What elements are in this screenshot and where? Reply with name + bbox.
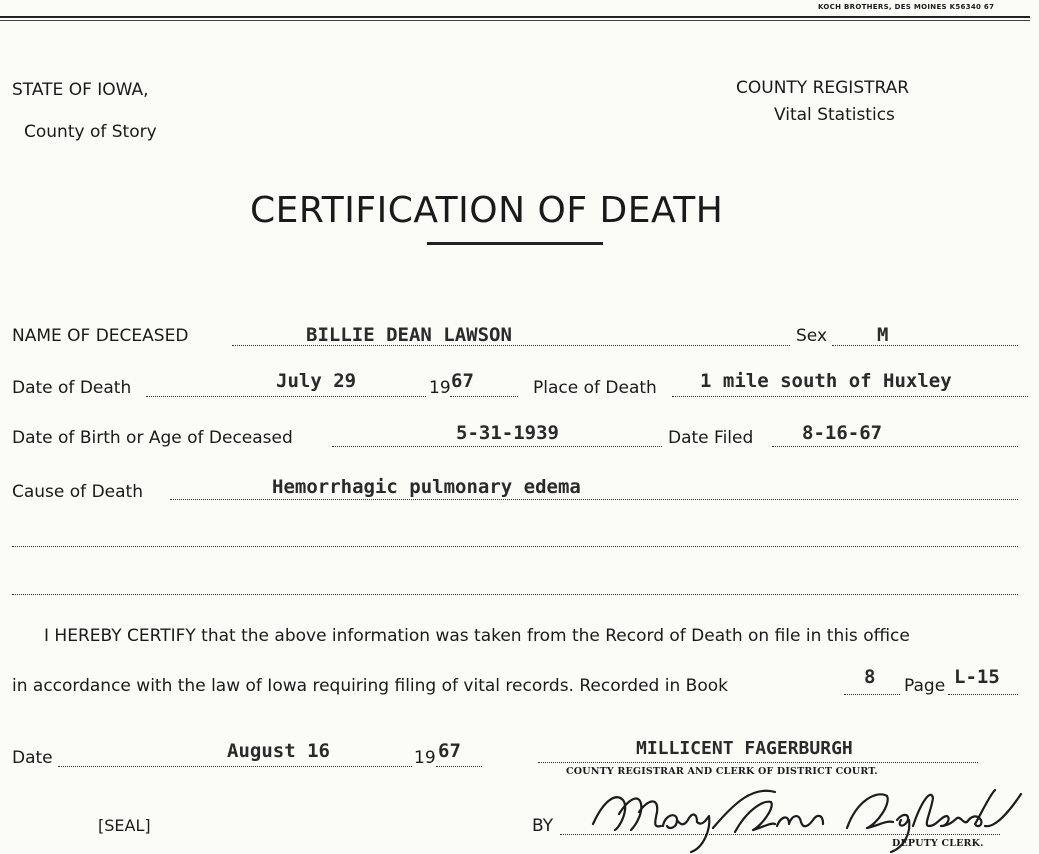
- date-filed-label: Date Filed: [668, 428, 754, 448]
- date-of-death-label: Date of Death: [12, 378, 132, 398]
- title-underline: [427, 242, 603, 245]
- place-of-death-label: Place of Death: [533, 378, 657, 398]
- top-rule-thin: [0, 20, 1030, 21]
- place-of-death-fill-line: [672, 396, 1028, 397]
- date-of-birth-fill-line: [332, 446, 662, 447]
- printer-mark: KOCH BROTHERS, DES MOINES K56340 67: [818, 3, 995, 11]
- place-of-death-value: 1 mile south of Huxley: [700, 370, 952, 392]
- page-value: L-15: [954, 666, 1000, 688]
- footer-year-value: 67: [438, 740, 461, 762]
- certify-statement-line2: in accordance with the law of Iowa requiring filing of vital records. Recorded in Book: [12, 676, 728, 696]
- name-label: NAME OF DECEASED: [12, 326, 189, 346]
- certify-statement-line1: I HEREBY CERTIFY that the above information was taken from the Record of Death on file in this office: [44, 626, 910, 646]
- registrar-name: MILLICENT FAGERBURGH: [636, 738, 853, 759]
- death-year-value: 67: [451, 370, 474, 392]
- book-fill-line: [844, 694, 900, 695]
- by-label: BY: [532, 816, 554, 836]
- date-filed-value: 8-16-67: [802, 422, 883, 444]
- document-title: CERTIFICATION OF DEATH: [250, 190, 724, 231]
- blank-line: [12, 546, 1018, 547]
- date-of-death-value: July 29: [276, 370, 357, 392]
- page-fill-line: [948, 694, 1018, 695]
- death-year-prefix: 19: [429, 378, 451, 398]
- registrar-title: COUNTY REGISTRAR AND CLERK OF DISTRICT COURT.: [566, 766, 878, 777]
- name-value: BILLIE DEAN LAWSON: [306, 324, 512, 346]
- county-heading: County of Story: [24, 122, 157, 142]
- seal-placeholder: [SEAL]: [98, 816, 151, 835]
- date-of-birth-label: Date of Birth or Age of Deceased: [12, 428, 293, 448]
- office-heading: COUNTY REGISTRAR: [736, 78, 910, 98]
- footer-year-prefix: 19: [414, 748, 436, 768]
- cause-of-death-label: Cause of Death: [12, 482, 143, 502]
- page-label: Page: [904, 676, 946, 696]
- date-of-death-fill-line: [146, 396, 426, 397]
- cause-of-death-value: Hemorrhagic pulmonary edema: [272, 476, 581, 498]
- footer-date-fill-line: [58, 766, 412, 767]
- top-rule: [0, 16, 1030, 18]
- cause-of-death-fill-line: [170, 499, 1018, 500]
- sex-value: M: [877, 324, 889, 346]
- office-subheading: Vital Statistics: [774, 105, 895, 125]
- date-filed-fill-line: [772, 446, 1018, 447]
- blank-line: [12, 594, 1018, 595]
- footer-date-value: August 16: [227, 740, 330, 762]
- footer-date-label: Date: [12, 748, 53, 768]
- footer-year-fill-line: [436, 766, 482, 767]
- state-heading: STATE OF IOWA,: [12, 80, 149, 100]
- death-year-fill-line: [450, 396, 518, 397]
- registrar-fill-line: [538, 762, 978, 763]
- sex-fill-line: [832, 345, 1018, 346]
- sex-label: Sex: [796, 326, 828, 346]
- deputy-clerk-title: DEPUTY CLERK.: [892, 838, 984, 849]
- date-of-birth-value: 5-31-1939: [456, 422, 559, 444]
- book-value: 8: [864, 666, 876, 688]
